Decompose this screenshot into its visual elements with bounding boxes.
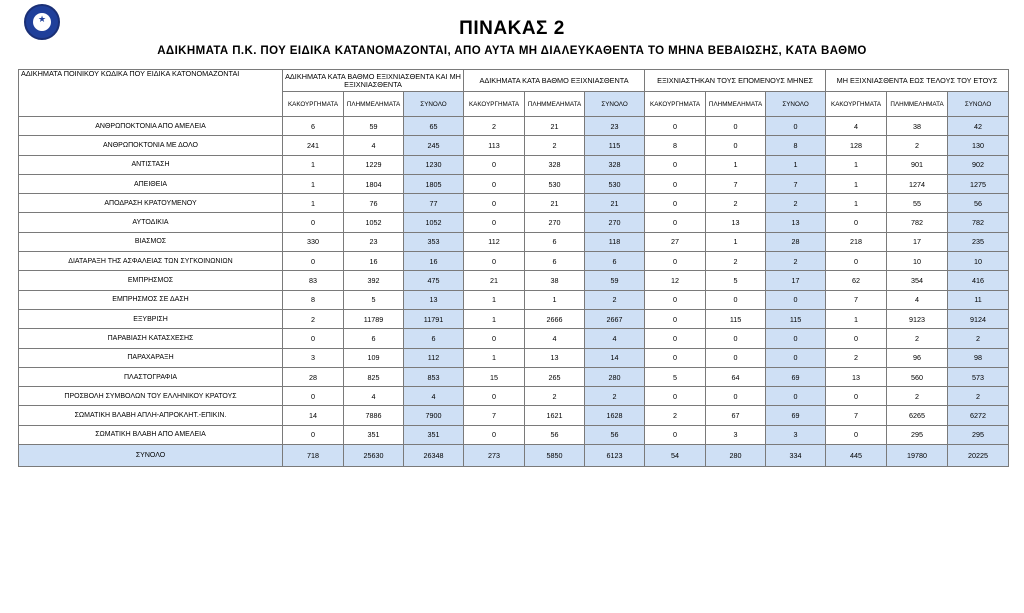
table-cell: 5: [706, 271, 766, 290]
table-row: [19, 290, 1009, 309]
table-cell: 0: [826, 252, 887, 271]
table-cell: 6: [283, 117, 344, 136]
table-cell: 782: [887, 213, 948, 232]
table-cell: 2: [525, 387, 585, 406]
table-cell: 2: [283, 309, 344, 328]
table-cell: 96: [887, 348, 948, 367]
table-cell: 113: [464, 136, 525, 155]
table-cell: 2: [706, 252, 766, 271]
table-cell: 7: [826, 290, 887, 309]
table-cell: 62: [826, 271, 887, 290]
table-cell: 0: [766, 387, 826, 406]
table-cell: 295: [948, 425, 1009, 444]
table-cell: 0: [645, 290, 706, 309]
table-cell: 1: [706, 155, 766, 174]
table-cell: 1: [464, 290, 525, 309]
table-cell: 2: [464, 117, 525, 136]
table-cell: 0: [464, 174, 525, 193]
felonies-header: ΚΑΚΟΥΡΓΗΜΑΤΑ: [645, 92, 706, 117]
table-cell: 20225: [948, 445, 1009, 467]
table-cell: 56: [585, 425, 645, 444]
table-cell: 0: [826, 387, 887, 406]
felonies-header: ΚΑΚΟΥΡΓΗΜΑΤΑ: [826, 92, 887, 117]
table-cell: 2: [525, 136, 585, 155]
table-cell: 1: [766, 155, 826, 174]
total-header: ΣΥΝΟΛΟ: [404, 92, 464, 117]
table-cell: 38: [887, 117, 948, 136]
table-cell: 115: [585, 136, 645, 155]
offense-name: ΣΩΜΑΤΙΚΗ ΒΛΑΒΗ ΑΠΟ ΑΜΕΛΕΙΑ: [19, 425, 283, 444]
total-row: [19, 445, 1009, 467]
felonies-header: ΚΑΚΟΥΡΓΗΜΑΤΑ: [464, 92, 525, 117]
table-cell: 27: [645, 232, 706, 251]
table-cell: 0: [645, 213, 706, 232]
felonies-header: ΚΑΚΟΥΡΓΗΜΑΤΑ: [283, 92, 344, 117]
table-cell: 130: [948, 136, 1009, 155]
table-row: [19, 232, 1009, 251]
table-cell: 0: [706, 136, 766, 155]
table-cell: 56: [525, 425, 585, 444]
offense-name: ΣΥΝΟΛΟ: [19, 445, 283, 467]
table-cell: 5: [645, 367, 706, 386]
table-cell: 28: [283, 367, 344, 386]
table-cell: 12: [645, 271, 706, 290]
table-cell: 2: [948, 387, 1009, 406]
table-cell: 0: [706, 329, 766, 348]
table-cell: 38: [525, 271, 585, 290]
table-cell: 69: [766, 367, 826, 386]
table-cell: 351: [404, 425, 464, 444]
table-cell: 0: [645, 174, 706, 193]
table-cell: 1: [283, 194, 344, 213]
table-cell: 530: [525, 174, 585, 193]
offense-name: ΑΠΟΔΡΑΣΗ ΚΡΑΤΟΥΜΕΝΟΥ: [19, 194, 283, 213]
table-cell: 6123: [585, 445, 645, 467]
table-cell: 6: [585, 252, 645, 271]
table-cell: 328: [525, 155, 585, 174]
table-cell: 13: [706, 213, 766, 232]
table-cell: 59: [585, 271, 645, 290]
table-cell: 8: [766, 136, 826, 155]
table-row: [19, 348, 1009, 367]
table-cell: 0: [826, 213, 887, 232]
table-cell: 6: [525, 232, 585, 251]
table-cell: 115: [706, 309, 766, 328]
table-cell: 1: [283, 174, 344, 193]
table-cell: 0: [283, 213, 344, 232]
table-cell: 3: [283, 348, 344, 367]
table-cell: 853: [404, 367, 464, 386]
total-header: ΣΥΝΟΛΟ: [948, 92, 1009, 117]
table-cell: 13: [525, 348, 585, 367]
offense-name: ΔΙΑΤΑΡΑΞΗ ΤΗΣ ΑΣΦΑΛΕΙΑΣ ΤΩΝ ΣΥΓΚΟΙΝΩΝΙΩΝ: [19, 252, 283, 271]
table-cell: 67: [706, 406, 766, 425]
table-row: [19, 213, 1009, 232]
table-cell: 128: [826, 136, 887, 155]
table-cell: 112: [464, 232, 525, 251]
table-cell: 354: [887, 271, 948, 290]
table-cell: 5: [344, 290, 404, 309]
table-cell: 1805: [404, 174, 464, 193]
table-cell: 1052: [404, 213, 464, 232]
offense-name: ΑΥΤΟΔΙΚΙΑ: [19, 213, 283, 232]
table-cell: 3: [706, 425, 766, 444]
table-row: [19, 425, 1009, 444]
table-cell: 11: [948, 290, 1009, 309]
table-cell: 0: [766, 117, 826, 136]
misdemeanors-header: ΠΛΗΜΜΕΛΗΜΑΤΑ: [706, 92, 766, 117]
table-cell: 17: [766, 271, 826, 290]
table-cell: 109: [344, 348, 404, 367]
offense-name: ΠΑΡΑΧΑΡΑΞΗ: [19, 348, 283, 367]
table-cell: 69: [766, 406, 826, 425]
table-cell: 77: [404, 194, 464, 213]
table-row: [19, 271, 1009, 290]
offense-name: ΣΩΜΑΤΙΚΗ ΒΛΑΒΗ ΑΠΛΗ-ΑΠΡΟΚΛΗΤ.-ΕΠΙΚΙΝ.: [19, 406, 283, 425]
emblem-star-icon: ★: [37, 14, 47, 24]
table-row: [19, 252, 1009, 271]
table-row: [19, 155, 1009, 174]
table-cell: 280: [585, 367, 645, 386]
table-cell: 416: [948, 271, 1009, 290]
table-cell: 1274: [887, 174, 948, 193]
page-subtitle: ΑΔΙΚΗΜΑΤΑ Π.Κ. ΠΟΥ ΕΙΔΙΚΑ ΚΑΤΑΝΟΜΑΖΟΝΤΑΙ, ΑΠΟ ΑΥΤΑ ΜΗ ΔΙΑΛΕΥΚΑΘΕΝΤΑ ΤΟ ΜΗΝΑ ΒΕΒΑΙΩΣΗΣ, ΚΑΤΑ ΒΑΘΜΟ: [157, 45, 867, 57]
table-cell: 2: [645, 406, 706, 425]
table-cell: 2: [766, 194, 826, 213]
table-cell: 0: [464, 387, 525, 406]
table-cell: 14: [585, 348, 645, 367]
table-cell: 0: [283, 387, 344, 406]
table-cell: 475: [404, 271, 464, 290]
table-cell: 270: [585, 213, 645, 232]
table-row: [19, 174, 1009, 193]
table-cell: 4: [344, 387, 404, 406]
table-row: [19, 117, 1009, 136]
table-cell: 2667: [585, 309, 645, 328]
table-cell: 21: [525, 117, 585, 136]
table-cell: 2666: [525, 309, 585, 328]
table-cell: 0: [766, 348, 826, 367]
table-cell: 353: [404, 232, 464, 251]
table-cell: 0: [464, 252, 525, 271]
offense-name: ΠΛΑΣΤΟΓΡΑΦΙΑ: [19, 367, 283, 386]
table-cell: 1229: [344, 155, 404, 174]
table-cell: 1: [826, 309, 887, 328]
table-cell: 98: [948, 348, 1009, 367]
table-cell: 13: [826, 367, 887, 386]
table-cell: 0: [645, 348, 706, 367]
table-cell: 115: [766, 309, 826, 328]
table-cell: 7: [826, 406, 887, 425]
table-cell: 0: [645, 252, 706, 271]
table-cell: 4: [826, 117, 887, 136]
table-cell: 54: [645, 445, 706, 467]
table-cell: 23: [344, 232, 404, 251]
group-header: ΜΗ ΕΞΙΧΝΙΑΣΘΕΝΤΑ ΕΩΣ ΤΕΛΟΥΣ ΤΟΥ ΕΤΟΥΣ: [826, 70, 1009, 92]
table-cell: 1804: [344, 174, 404, 193]
table-cell: 445: [826, 445, 887, 467]
table-cell: 0: [706, 387, 766, 406]
table-cell: 9124: [948, 309, 1009, 328]
table-cell: 901: [887, 155, 948, 174]
table-cell: 2: [887, 329, 948, 348]
table-cell: 0: [645, 155, 706, 174]
table-cell: 0: [766, 290, 826, 309]
table-cell: 2: [585, 387, 645, 406]
table-cell: 270: [525, 213, 585, 232]
table-cell: 2: [706, 194, 766, 213]
table-cell: 0: [464, 213, 525, 232]
misdemeanors-header: ΠΛΗΜΜΕΛΗΜΑΤΑ: [525, 92, 585, 117]
group-header: ΕΞΙΧΝΙΑΣΤΗΚΑΝ ΤΟΥΣ ΕΠΟΜΕΝΟΥΣ ΜΗΝΕΣ: [645, 70, 826, 92]
table-cell: 2: [766, 252, 826, 271]
table-cell: 218: [826, 232, 887, 251]
table-cell: 902: [948, 155, 1009, 174]
table-row: [19, 406, 1009, 425]
table-cell: 0: [706, 117, 766, 136]
table-cell: 14: [283, 406, 344, 425]
table-cell: 0: [706, 290, 766, 309]
table-cell: 0: [766, 329, 826, 348]
table-cell: 11791: [404, 309, 464, 328]
page-title: ΠΙΝΑΚΑΣ 2: [459, 18, 565, 39]
table-cell: 15: [464, 367, 525, 386]
table-cell: 1: [464, 309, 525, 328]
offense-name: ΑΠΕΙΘΕΙΑ: [19, 174, 283, 193]
table-cell: 265: [525, 367, 585, 386]
total-header: ΣΥΝΟΛΟ: [585, 92, 645, 117]
misdemeanors-header: ΠΛΗΜΜΕΛΗΜΑΤΑ: [344, 92, 404, 117]
table-cell: 3: [766, 425, 826, 444]
table-cell: 0: [826, 425, 887, 444]
table-cell: 0: [464, 425, 525, 444]
table-cell: 64: [706, 367, 766, 386]
table-cell: 1628: [585, 406, 645, 425]
table-row: [19, 136, 1009, 155]
table-cell: 6265: [887, 406, 948, 425]
table-cell: 4: [525, 329, 585, 348]
table-cell: 1: [525, 290, 585, 309]
misdemeanors-header: ΠΛΗΜΜΕΛΗΜΑΤΑ: [887, 92, 948, 117]
table-cell: 21: [525, 194, 585, 213]
table-row: [19, 194, 1009, 213]
table-cell: 0: [645, 309, 706, 328]
table-cell: 118: [585, 232, 645, 251]
table-cell: 0: [464, 329, 525, 348]
table-cell: 19780: [887, 445, 948, 467]
offense-name: ΑΝΤΙΣΤΑΣΗ: [19, 155, 283, 174]
table-row: [19, 387, 1009, 406]
table-cell: 392: [344, 271, 404, 290]
table-cell: 0: [283, 425, 344, 444]
table-cell: 55: [887, 194, 948, 213]
table-cell: 1052: [344, 213, 404, 232]
table-cell: 83: [283, 271, 344, 290]
table-cell: 8: [283, 290, 344, 309]
table-cell: 9123: [887, 309, 948, 328]
table-cell: 1: [826, 155, 887, 174]
table-cell: 6: [525, 252, 585, 271]
table-cell: 241: [283, 136, 344, 155]
table-cell: 6: [404, 329, 464, 348]
table-cell: 235: [948, 232, 1009, 251]
table-cell: 0: [645, 117, 706, 136]
table-cell: 56: [948, 194, 1009, 213]
table-cell: 330: [283, 232, 344, 251]
table-cell: 0: [645, 387, 706, 406]
table-cell: 1: [706, 232, 766, 251]
table-cell: 1275: [948, 174, 1009, 193]
table-body: [19, 117, 1009, 467]
table-cell: 7900: [404, 406, 464, 425]
table-cell: 6: [344, 329, 404, 348]
table-row: [19, 367, 1009, 386]
table-cell: 26348: [404, 445, 464, 467]
table-cell: 1: [826, 194, 887, 213]
table-cell: 1230: [404, 155, 464, 174]
table-cell: 17: [887, 232, 948, 251]
table-cell: 16: [344, 252, 404, 271]
offense-name: ΠΡΟΣΒΟΛΗ ΣΥΜΒΟΛΩΝ ΤΟΥ ΕΛΛΗΝΙΚΟΥ ΚΡΑΤΟΥΣ: [19, 387, 283, 406]
table-cell: 530: [585, 174, 645, 193]
table-row: [19, 329, 1009, 348]
table-cell: 4: [404, 387, 464, 406]
group-header: ΑΔΙΚΗΜΑΤΑ ΚΑΤΑ ΒΑΘΜΟ ΕΞΙΧΝΙΑΣΘΕΝΤΑ: [464, 70, 645, 92]
table-cell: 0: [645, 425, 706, 444]
offense-name: ΒΙΑΣΜΟΣ: [19, 232, 283, 251]
table-cell: 65: [404, 117, 464, 136]
table-cell: 0: [645, 194, 706, 213]
table-cell: 782: [948, 213, 1009, 232]
group-header: ΑΔΙΚΗΜΑΤΑ ΚΑΤΑ ΒΑΘΜΟ ΕΞΙΧΝΙΑΣΘΕΝΤΑ ΚΑΙ ΜΗ ΕΞΙΧΝΙΑΣΘΕΝΤΑ: [283, 70, 464, 92]
table-cell: 280: [706, 445, 766, 467]
offense-name: ΕΞΥΒΡΙΣΗ: [19, 309, 283, 328]
offense-name: ΠΑΡΑΒΙΑΣΗ ΚΑΤΑΣΧΕΣΗΣ: [19, 329, 283, 348]
table-cell: 328: [585, 155, 645, 174]
table-cell: 11789: [344, 309, 404, 328]
table-cell: 825: [344, 367, 404, 386]
offense-name: ΕΜΠΡΗΣΜΟΣ: [19, 271, 283, 290]
table-cell: 0: [464, 155, 525, 174]
table-row: [19, 309, 1009, 328]
table-cell: 6272: [948, 406, 1009, 425]
table-cell: 76: [344, 194, 404, 213]
table-cell: 1: [826, 174, 887, 193]
table-cell: 13: [404, 290, 464, 309]
table-cell: 2: [826, 348, 887, 367]
table-cell: 0: [283, 329, 344, 348]
table-cell: 21: [585, 194, 645, 213]
table-cell: 10: [948, 252, 1009, 271]
table-cell: 0: [826, 329, 887, 348]
offense-name: ΕΜΠΡΗΣΜΟΣ ΣΕ ΔΑΣΗ: [19, 290, 283, 309]
table-cell: 718: [283, 445, 344, 467]
table-cell: 560: [887, 367, 948, 386]
table-cell: 7: [766, 174, 826, 193]
table-cell: 112: [404, 348, 464, 367]
table-cell: 0: [645, 329, 706, 348]
table-cell: 25630: [344, 445, 404, 467]
table-cell: 8: [645, 136, 706, 155]
table-cell: 295: [887, 425, 948, 444]
table-cell: 21: [464, 271, 525, 290]
table-cell: 2: [585, 290, 645, 309]
group-header-row: [19, 70, 1009, 92]
offense-name: ΑΝΘΡΩΠΟΚΤΟΝΙΑ ΜΕ ΔΟΛΟ: [19, 136, 283, 155]
statistics-table: [18, 69, 1009, 467]
table-cell: 1: [464, 348, 525, 367]
table-cell: 1: [283, 155, 344, 174]
table-cell: 0: [464, 194, 525, 213]
table-cell: 7886: [344, 406, 404, 425]
table-cell: 16: [404, 252, 464, 271]
table-cell: 245: [404, 136, 464, 155]
table-cell: 13: [766, 213, 826, 232]
table-cell: 273: [464, 445, 525, 467]
table-cell: 4: [344, 136, 404, 155]
table-cell: 4: [887, 290, 948, 309]
table-cell: 1621: [525, 406, 585, 425]
table-cell: 4: [585, 329, 645, 348]
total-header: ΣΥΝΟΛΟ: [766, 92, 826, 117]
offense-column-header: ΑΔΙΚΗΜΑΤΑ ΠΟΙΝΙΚΟΥ ΚΩΔΙΚΑ ΠΟΥ ΕΙΔΙΚΑ ΚΑΤΟΝΟΜΑΖΟΝΤΑΙ: [19, 70, 283, 117]
table-cell: 5850: [525, 445, 585, 467]
table-cell: 42: [948, 117, 1009, 136]
table-cell: 2: [887, 387, 948, 406]
table-cell: 7: [706, 174, 766, 193]
offense-name: ΑΝΘΡΩΠΟΚΤΟΝΙΑ ΑΠΟ ΑΜΕΛΕΙΑ: [19, 117, 283, 136]
table-cell: 334: [766, 445, 826, 467]
table-cell: 0: [283, 252, 344, 271]
table-cell: 10: [887, 252, 948, 271]
table-cell: 2: [887, 136, 948, 155]
table-cell: 2: [948, 329, 1009, 348]
table-cell: 573: [948, 367, 1009, 386]
table-cell: 351: [344, 425, 404, 444]
table-cell: 28: [766, 232, 826, 251]
table-cell: 23: [585, 117, 645, 136]
table-cell: 7: [464, 406, 525, 425]
table-cell: 59: [344, 117, 404, 136]
table-cell: 0: [706, 348, 766, 367]
